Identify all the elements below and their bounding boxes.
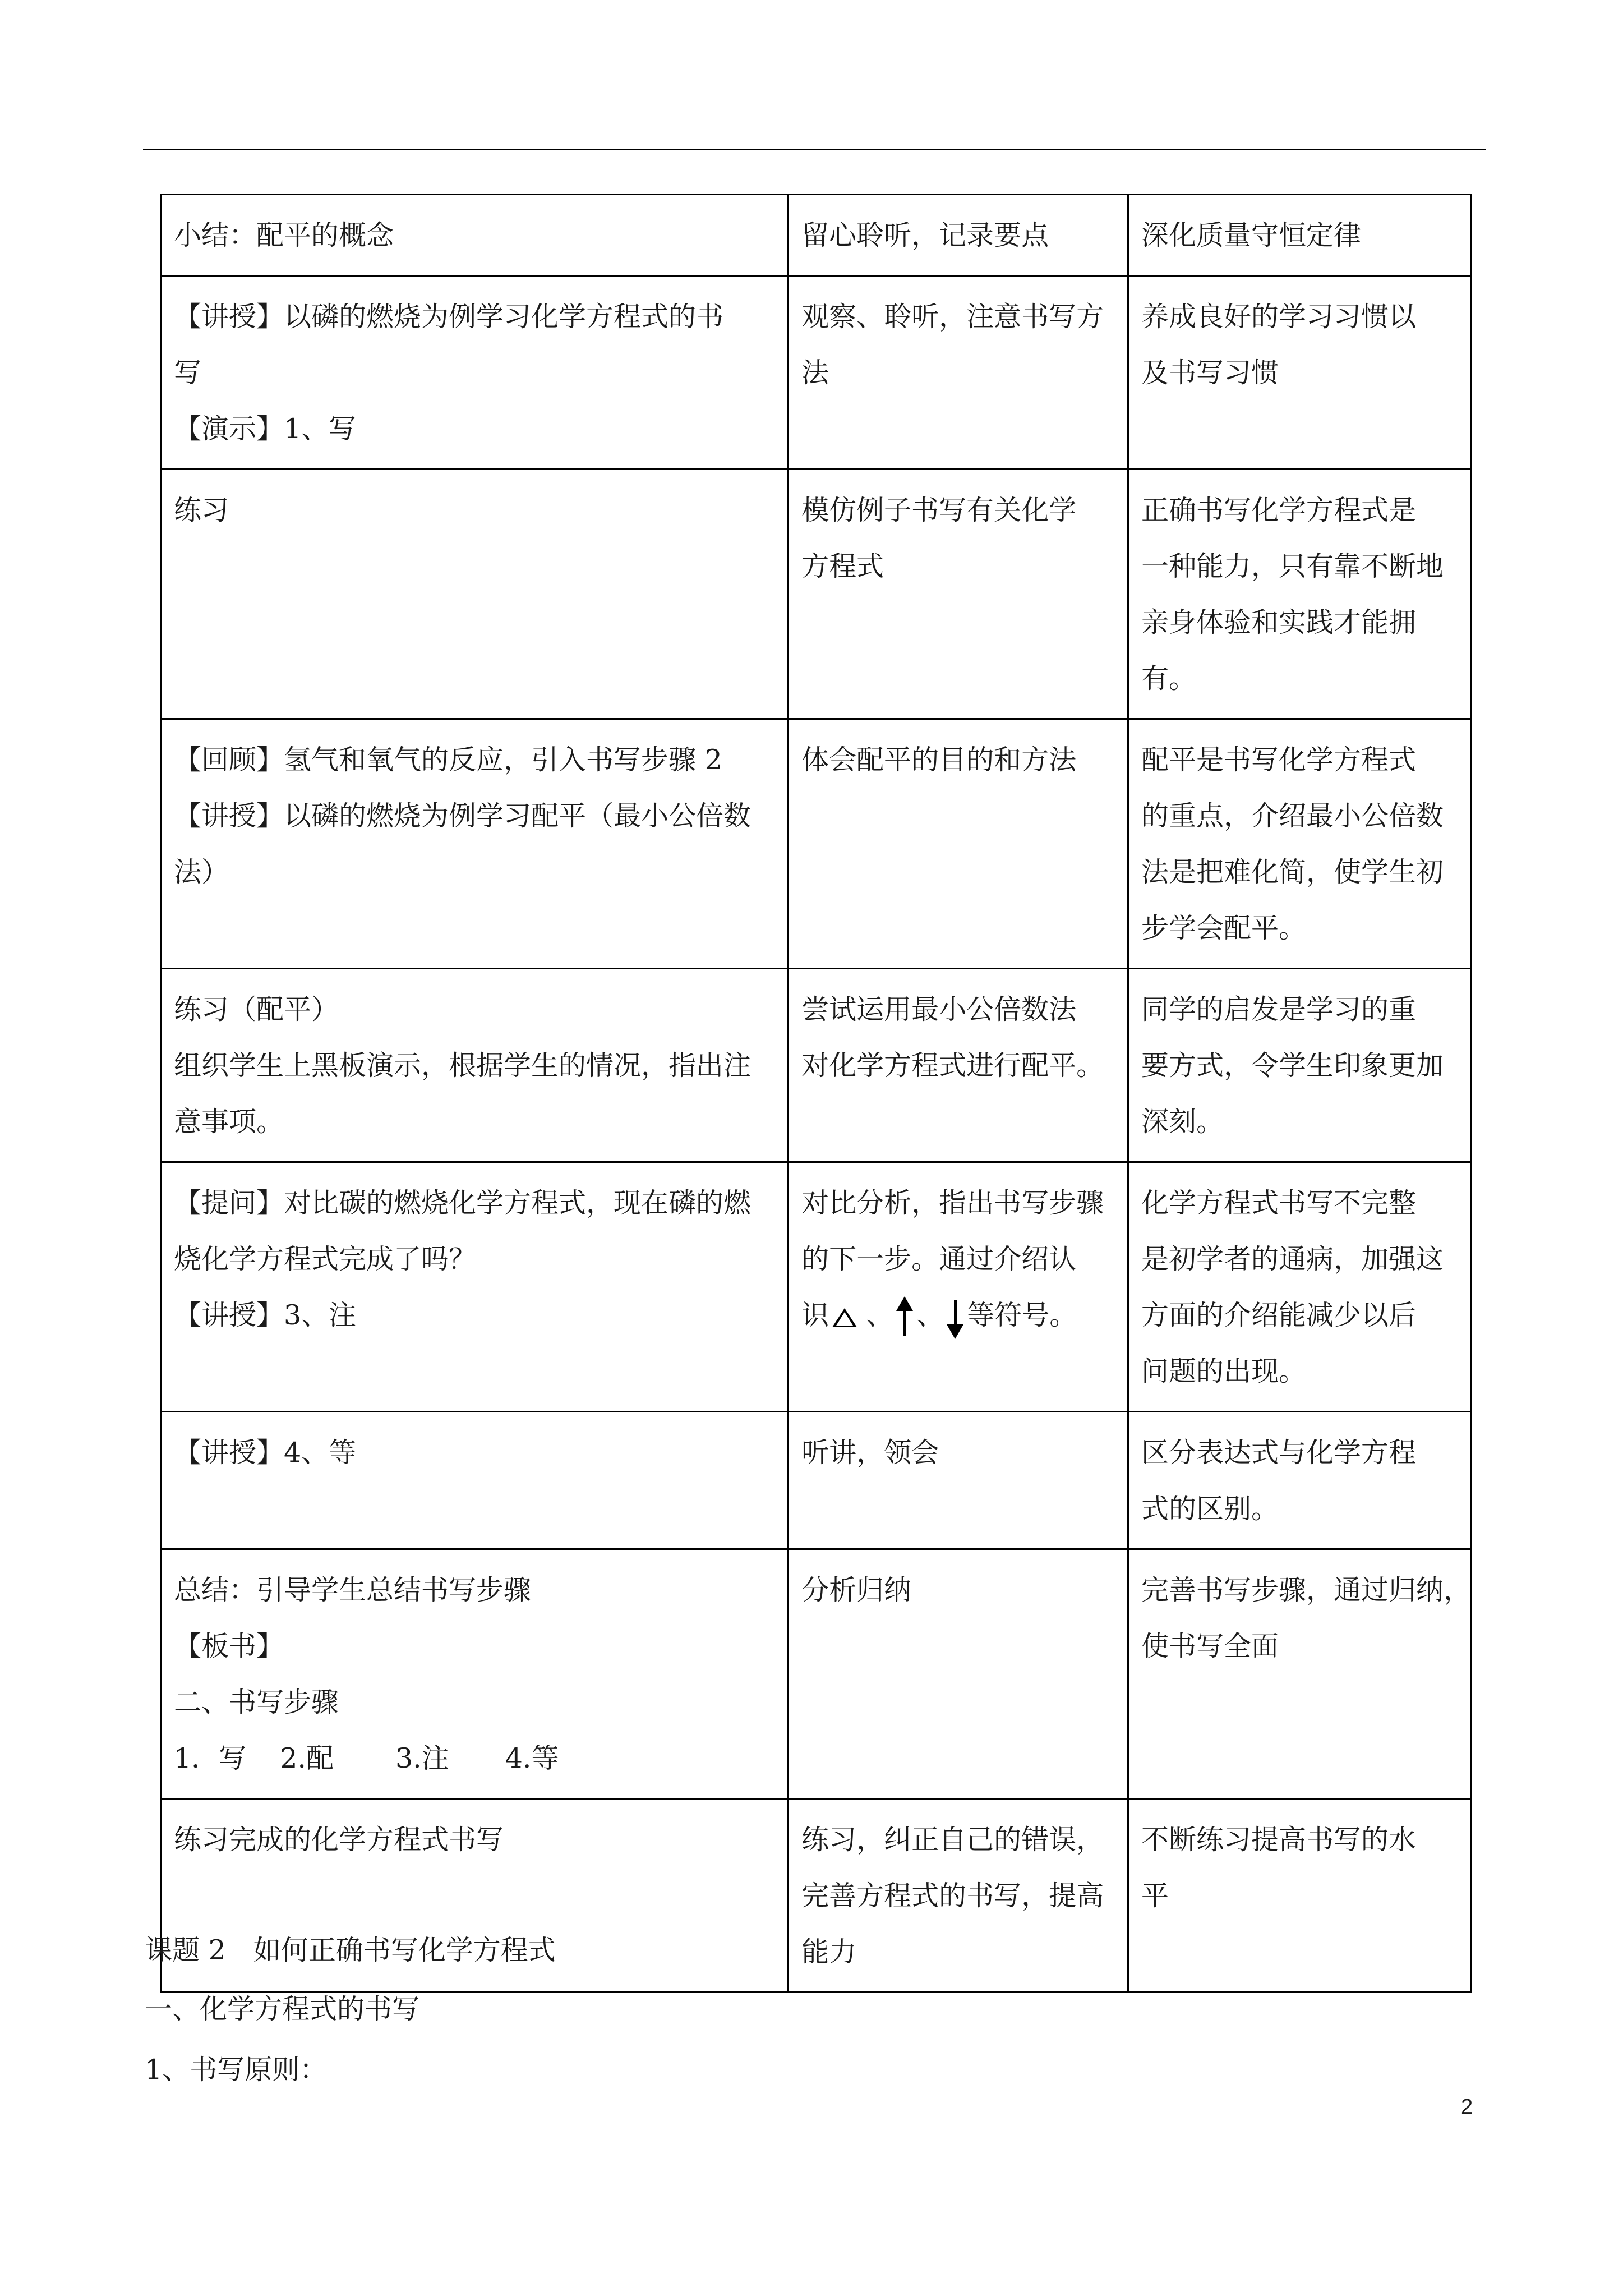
teacher-activity-cell: 【讲授】4、等 — [161, 1412, 789, 1549]
page-number: 2 — [1461, 2095, 1473, 2119]
table-row — [161, 719, 1472, 969]
teacher-activity-cell: 练习（配平） 组织学生上黑板演示，根据学生的情况，指出注 意事项。 — [161, 969, 789, 1162]
lesson-title: 课题 2 如何正确书写化学方程式 — [145, 1934, 556, 1966]
table-row — [161, 1549, 1472, 1799]
design-intent-cell: 配平是书写化学方程式 的重点，介绍最小公倍数 法是把难化简，使学生初 步学会配平。 — [1128, 719, 1472, 969]
teacher-activity-cell: 练习完成的化学方程式书写 — [161, 1799, 789, 1993]
section-heading: 一、化学方程式的书写 — [145, 1993, 420, 2025]
teacher-activity-cell: 练习 — [161, 470, 789, 719]
table-row — [161, 276, 1472, 470]
student-activity-cell: 观察、聆听，注意书写方 法 — [789, 276, 1128, 470]
symbols-line: 识 、 、 等符号。 — [801, 1287, 1115, 1343]
header-rule — [143, 149, 1486, 150]
design-intent-cell: 正确书写化学方程式是 一种能力，只有靠不断地 亲身体验和实践才能拥 有。 — [1128, 470, 1472, 719]
student-activity-cell: 练习，纠正自己的错误， 完善方程式的书写，提高 能力 — [789, 1799, 1128, 1993]
student-activity-cell: 分析归纳 — [789, 1549, 1128, 1799]
lesson-plan-table — [160, 194, 1472, 1993]
design-intent-cell: 深化质量守恒定律 — [1128, 195, 1472, 276]
list-item: 1、书写原则： — [145, 2054, 328, 2086]
gas-arrow-up-icon — [903, 1300, 906, 1336]
design-intent-cell: 养成良好的学习习惯以 及书写习惯 — [1128, 276, 1472, 470]
teacher-activity-cell: 【回顾】氢气和氧气的反应，引入书写步骤 2 【讲授】以磷的燃烧为例学习配平（最小公倍数 法） — [161, 719, 789, 969]
teacher-activity-cell: 总结：引导学生总结书写步骤 【板书】 二、书写步骤 1．写 2.配 3.注 4.等 — [161, 1549, 789, 1799]
student-activity-cell: 留心聆听，记录要点 — [789, 195, 1128, 276]
table-row — [161, 470, 1472, 719]
student-activity-cell: 尝试运用最小公倍数法 对化学方程式进行配平。 — [789, 969, 1128, 1162]
heat-triangle-icon — [832, 1308, 857, 1327]
design-intent-cell: 完善书写步骤，通过归纳， 使书写全面 — [1128, 1549, 1472, 1799]
student-activity-cell: 对比分析，指出书写步骤 的下一步。通过介绍认 识 、 、 等符号。 — [789, 1162, 1128, 1412]
student-activity-cell: 听讲，领会 — [789, 1412, 1128, 1549]
teacher-activity-cell: 【提问】对比碳的燃烧化学方程式，现在磷的燃 烧化学方程式完成了吗？ 【讲授】3、注 — [161, 1162, 789, 1412]
design-intent-cell: 区分表达式与化学方程 式的区别。 — [1128, 1412, 1472, 1549]
design-intent-cell: 化学方程式书写不完整 是初学者的通病，加强这 方面的介绍能减少以后 问题的出现。 — [1128, 1162, 1472, 1412]
table-row — [161, 969, 1472, 1162]
table-row — [161, 1412, 1472, 1549]
design-intent-cell: 同学的启发是学习的重 要方式，令学生印象更加 深刻。 — [1128, 969, 1472, 1162]
student-activity-cell: 模仿例子书写有关化学 方程式 — [789, 470, 1128, 719]
table-row — [161, 195, 1472, 276]
teacher-activity-cell: 【讲授】以磷的燃烧为例学习化学方程式的书 写 【演示】1、写 — [161, 276, 789, 470]
student-activity-cell: 体会配平的目的和方法 — [789, 719, 1128, 969]
steps-line: 1．写 2.配 3.注 4.等 — [174, 1742, 559, 1774]
teacher-activity-cell: 小结：配平的概念 — [161, 195, 789, 276]
design-intent-cell: 不断练习提高书写的水 平 — [1128, 1799, 1472, 1993]
table-row — [161, 1162, 1472, 1412]
precipitate-arrow-down-icon — [954, 1300, 957, 1336]
